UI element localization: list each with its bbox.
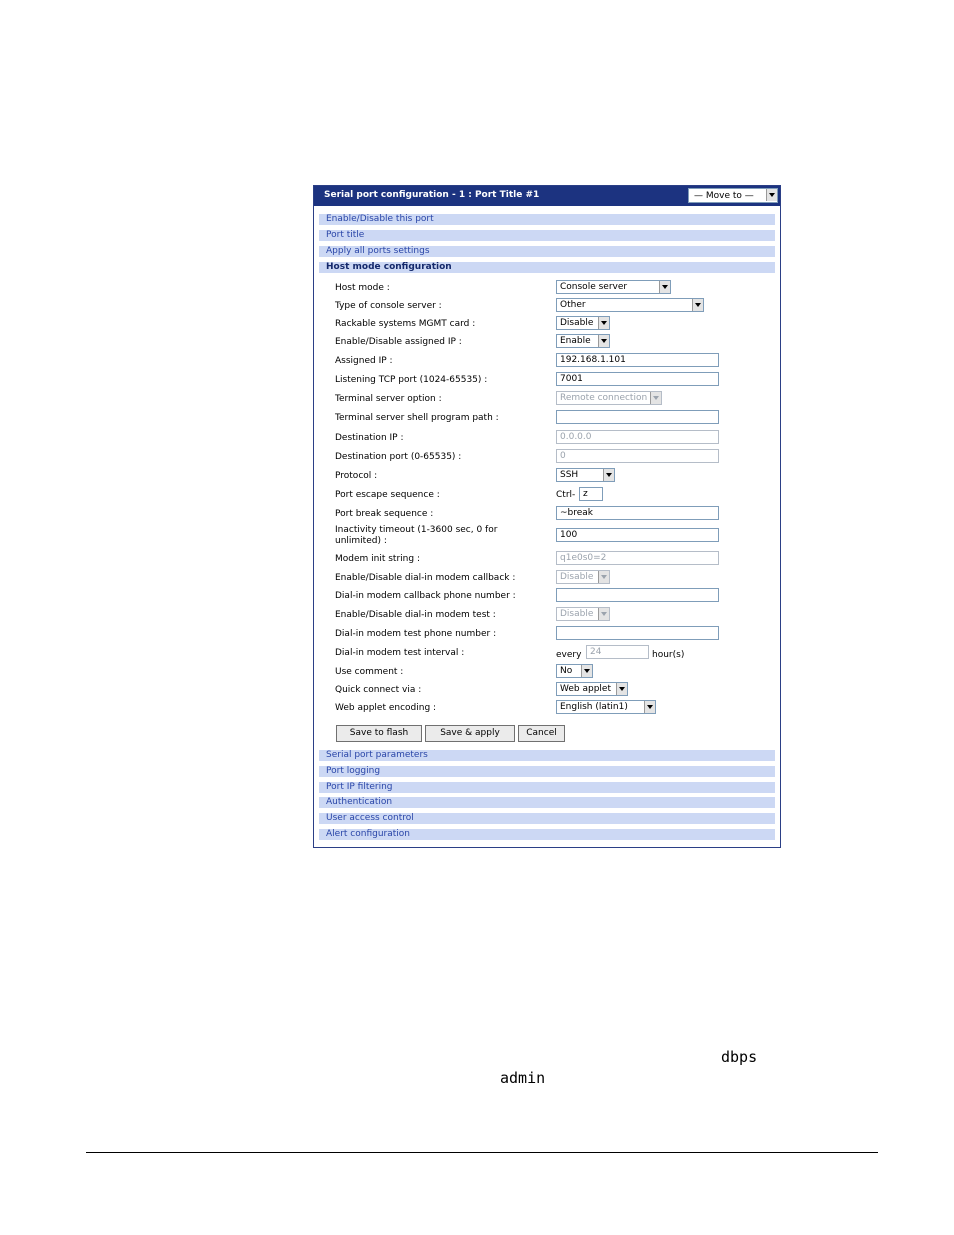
save-and-apply-button[interactable]: Save & apply bbox=[425, 725, 515, 742]
quick-connect-value: Web applet bbox=[560, 684, 611, 694]
callback-toggle-label: Enable/Disable dial-in modem callback : bbox=[335, 573, 516, 583]
listening-port-value: 7001 bbox=[560, 374, 583, 384]
protocol-value: SSH bbox=[560, 470, 579, 480]
callback-toggle-value: Disable bbox=[560, 572, 594, 582]
move-to-value: — Move to — bbox=[694, 191, 754, 201]
chevron-down-icon bbox=[603, 469, 614, 481]
test-interval-suffix: hour(s) bbox=[652, 650, 685, 660]
callback-phone-label: Dial-in modem callback phone number : bbox=[335, 591, 516, 601]
chevron-down-icon bbox=[692, 299, 703, 311]
break-seq-label: Port break sequence : bbox=[335, 509, 434, 519]
inactivity-value: 100 bbox=[560, 530, 578, 540]
section-user-access-control[interactable] bbox=[319, 813, 775, 824]
shell-path-input[interactable] bbox=[556, 410, 719, 424]
modem-init-value: q1e0s0=2 bbox=[560, 553, 607, 563]
test-interval-prefix: every bbox=[556, 650, 582, 660]
chevron-down-icon bbox=[598, 335, 609, 347]
panel-title-bar bbox=[314, 186, 780, 206]
assigned-ip-toggle-value: Enable bbox=[560, 336, 591, 346]
chevron-down-icon bbox=[766, 189, 777, 201]
chevron-down-icon bbox=[650, 392, 661, 404]
quick-connect-select[interactable] bbox=[556, 682, 628, 696]
host-mode-label: Host mode : bbox=[335, 283, 390, 293]
assigned-ip-value: 192.168.1.101 bbox=[560, 355, 626, 365]
break-seq-value: ~break bbox=[560, 508, 594, 518]
break-seq-input[interactable] bbox=[556, 506, 719, 520]
password-text: admin bbox=[500, 1069, 546, 1087]
section-serial-port-parameters[interactable] bbox=[319, 750, 775, 761]
section-label: Alert configuration bbox=[326, 829, 410, 839]
destination-ip-value: 0.0.0.0 bbox=[560, 432, 592, 442]
section-alert-configuration[interactable] bbox=[319, 829, 775, 840]
console-type-label: Type of console server : bbox=[335, 301, 442, 311]
section-port-logging[interactable] bbox=[319, 766, 775, 777]
protocol-label: Protocol : bbox=[335, 471, 378, 481]
section-label: Port IP filtering bbox=[326, 782, 393, 792]
modem-init-input[interactable] bbox=[556, 551, 719, 565]
save-to-flash-button[interactable]: Save to flash bbox=[336, 725, 422, 742]
terminal-option-select[interactable] bbox=[556, 391, 662, 405]
rackable-mgmt-select[interactable] bbox=[556, 316, 610, 330]
modem-test-phone-input[interactable] bbox=[556, 626, 719, 640]
section-port-ip-filtering[interactable] bbox=[319, 782, 775, 793]
chevron-down-icon bbox=[644, 701, 655, 713]
section-label: Host mode configuration bbox=[326, 262, 452, 272]
chevron-down-icon bbox=[659, 281, 670, 293]
username-text: dbps bbox=[721, 1048, 758, 1066]
use-comment-select[interactable] bbox=[556, 664, 593, 678]
rackable-mgmt-label: Rackable systems MGMT card : bbox=[335, 319, 476, 329]
section-enable-disable-port[interactable] bbox=[319, 214, 775, 225]
section-authentication[interactable] bbox=[319, 797, 775, 808]
chevron-down-icon bbox=[598, 608, 609, 620]
console-type-value: Other bbox=[560, 300, 586, 310]
applet-encoding-value: English (latin1) bbox=[560, 702, 628, 712]
modem-test-toggle-value: Disable bbox=[560, 609, 594, 619]
test-interval-value: 24 bbox=[590, 647, 602, 657]
shell-path-label: Terminal server shell program path : bbox=[335, 413, 499, 423]
assigned-ip-label: Assigned IP : bbox=[335, 356, 393, 366]
section-port-title[interactable] bbox=[319, 230, 775, 241]
destination-ip-input[interactable] bbox=[556, 430, 719, 444]
assigned-ip-input[interactable] bbox=[556, 353, 719, 367]
cancel-button[interactable]: Cancel bbox=[518, 725, 565, 742]
section-label: Authentication bbox=[326, 797, 393, 807]
assigned-ip-toggle-select[interactable] bbox=[556, 334, 610, 348]
inactivity-input[interactable] bbox=[556, 528, 719, 542]
terminal-option-label: Terminal server option : bbox=[335, 394, 442, 404]
use-comment-value: No bbox=[560, 666, 573, 676]
callback-phone-input[interactable] bbox=[556, 588, 719, 602]
modem-test-toggle-label: Enable/Disable dial-in modem test : bbox=[335, 610, 496, 620]
panel-title: Serial port configuration - 1 : Port Title #1 bbox=[324, 190, 540, 200]
section-apply-all-ports[interactable] bbox=[319, 246, 775, 257]
host-mode-value: Console server bbox=[560, 282, 628, 292]
assigned-ip-toggle-label: Enable/Disable assigned IP : bbox=[335, 337, 462, 347]
quick-connect-label: Quick connect via : bbox=[335, 685, 422, 695]
escape-seq-value: z bbox=[583, 489, 588, 499]
test-interval-input[interactable] bbox=[586, 645, 649, 659]
destination-port-label: Destination port (0-65535) : bbox=[335, 452, 462, 462]
destination-port-input[interactable] bbox=[556, 449, 719, 463]
chevron-down-icon bbox=[581, 665, 592, 677]
modem-init-label: Modem init string : bbox=[335, 554, 420, 564]
protocol-select[interactable] bbox=[556, 468, 615, 482]
use-comment-label: Use comment : bbox=[335, 667, 404, 677]
listening-port-label: Listening TCP port (1024-65535) : bbox=[335, 375, 488, 385]
escape-seq-prefix: Ctrl- bbox=[556, 490, 576, 500]
applet-encoding-select[interactable] bbox=[556, 700, 656, 714]
test-interval-label: Dial-in modem test interval : bbox=[335, 648, 465, 658]
escape-seq-label: Port escape sequence : bbox=[335, 490, 440, 500]
escape-seq-input[interactable] bbox=[579, 487, 603, 501]
rackable-mgmt-value: Disable bbox=[560, 318, 594, 328]
footer-divider bbox=[86, 1152, 878, 1153]
console-type-select[interactable] bbox=[556, 298, 704, 312]
move-to-dropdown[interactable] bbox=[688, 188, 778, 203]
serial-port-config-panel bbox=[313, 185, 781, 848]
section-label: Serial port parameters bbox=[326, 750, 428, 760]
section-label: Enable/Disable this port bbox=[326, 214, 434, 224]
callback-toggle-select[interactable] bbox=[556, 570, 610, 584]
section-label: Port logging bbox=[326, 766, 381, 776]
section-label: Apply all ports settings bbox=[326, 246, 430, 256]
section-label: User access control bbox=[326, 813, 414, 823]
destination-port-value: 0 bbox=[560, 451, 566, 461]
terminal-option-value: Remote connection bbox=[560, 393, 648, 403]
modem-test-phone-label: Dial-in modem test phone number : bbox=[335, 629, 497, 639]
chevron-down-icon bbox=[616, 683, 627, 695]
chevron-down-icon bbox=[598, 317, 609, 329]
destination-ip-label: Destination IP : bbox=[335, 433, 404, 443]
modem-test-toggle-select[interactable] bbox=[556, 607, 610, 621]
section-label: Port title bbox=[326, 230, 365, 240]
inactivity-label: Inactivity timeout (1-3600 sec, 0 for unlimited) : bbox=[335, 525, 498, 546]
chevron-down-icon bbox=[598, 571, 609, 583]
host-mode-select[interactable] bbox=[556, 280, 671, 294]
applet-encoding-label: Web applet encoding : bbox=[335, 703, 437, 713]
section-host-mode-configuration[interactable] bbox=[319, 262, 775, 273]
listening-port-input[interactable] bbox=[556, 372, 719, 386]
